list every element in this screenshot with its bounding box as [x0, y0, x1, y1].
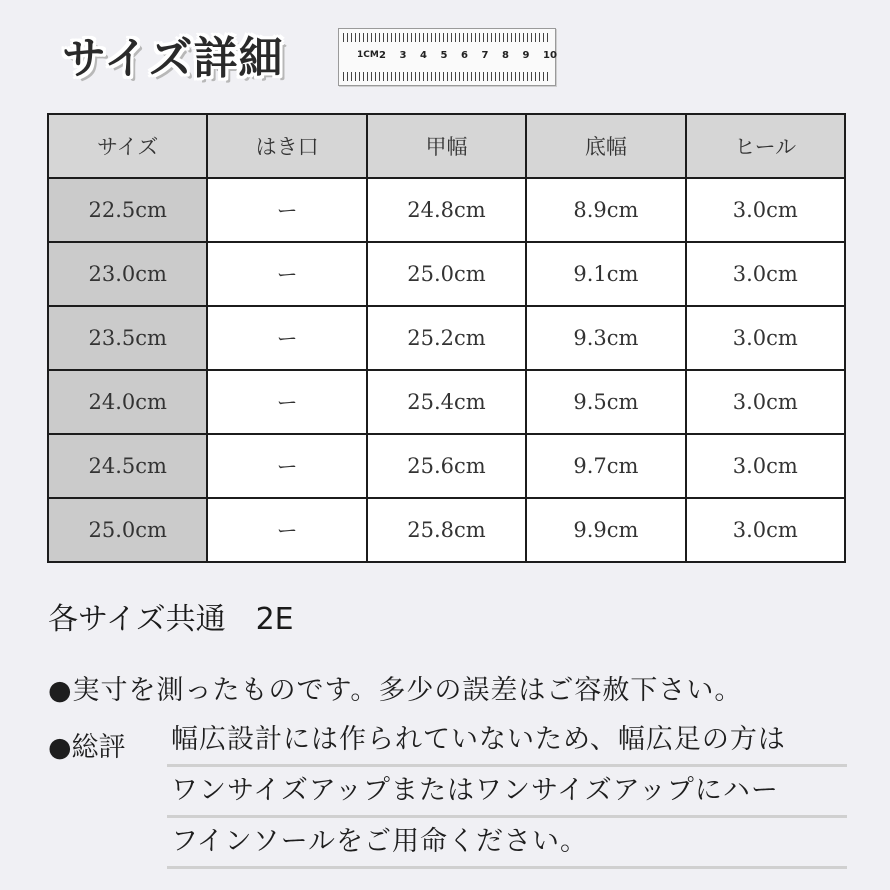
header-size: サイズ [48, 114, 207, 178]
cell-size: 22.5cm [48, 178, 207, 242]
cell-opening: ー [207, 178, 366, 242]
cell-heel: 3.0cm [686, 370, 845, 434]
ruler-icon [338, 28, 556, 86]
cell-opening: ー [207, 498, 366, 562]
ruler-number: 4 [420, 50, 427, 61]
measurement-note: ●実寸を測ったものです。多少の誤差はご容赦下さい。 [48, 675, 743, 706]
ruler-number: 10 [543, 50, 557, 61]
cell-sole-width: 9.9cm [526, 498, 685, 562]
cell-heel: 3.0cm [686, 178, 845, 242]
header-opening: はき口 [207, 114, 366, 178]
table-row [48, 178, 845, 242]
review-line: フインソールをご用命ください。 [167, 820, 847, 869]
header-heel: ヒール [686, 114, 845, 178]
cell-size: 23.0cm [48, 242, 207, 306]
review-label: ●総評 [48, 732, 126, 763]
ruler-number: 6 [461, 50, 468, 61]
cell-sole-width: 8.9cm [526, 178, 685, 242]
review-text [167, 718, 847, 871]
cell-instep-width: 25.8cm [367, 498, 526, 562]
ruler-ticks-bottom [343, 72, 551, 81]
table-row [48, 370, 845, 434]
cell-heel: 3.0cm [686, 306, 845, 370]
table-row [48, 498, 845, 562]
table-row [48, 306, 845, 370]
cell-instep-width: 25.2cm [367, 306, 526, 370]
cell-heel: 3.0cm [686, 242, 845, 306]
ruler-number: 2 [379, 50, 386, 61]
cell-heel: 3.0cm [686, 498, 845, 562]
ruler-ticks-top [343, 33, 551, 42]
header-sole-width: 底幅 [526, 114, 685, 178]
cell-size: 24.0cm [48, 370, 207, 434]
review-line: ワンサイズアップまたはワンサイズアップにハー [167, 769, 847, 818]
ruler-number: 7 [481, 50, 489, 61]
page-title: サイズ詳細 [62, 33, 284, 84]
review-line: 幅広設計には作られていないため、幅広足の方は [167, 718, 847, 767]
cell-heel: 3.0cm [686, 434, 845, 498]
cell-instep-width: 24.8cm [367, 178, 526, 242]
cell-sole-width: 9.7cm [526, 434, 685, 498]
cell-size: 24.5cm [48, 434, 207, 498]
table-row [48, 434, 845, 498]
cell-opening: ー [207, 434, 366, 498]
cell-size: 25.0cm [48, 498, 207, 562]
ruler-number: 5 [440, 50, 448, 61]
table-header-row [48, 114, 845, 178]
cell-sole-width: 9.5cm [526, 370, 685, 434]
ruler-number: 8 [502, 50, 509, 61]
size-table [47, 113, 846, 563]
cell-opening: ー [207, 370, 366, 434]
cell-sole-width: 9.3cm [526, 306, 685, 370]
ruler-number: 9 [522, 50, 530, 61]
header-instep-width: 甲幅 [367, 114, 526, 178]
ruler-number: 3 [399, 50, 407, 61]
cell-size: 23.5cm [48, 306, 207, 370]
cell-instep-width: 25.0cm [367, 242, 526, 306]
common-width-text: 各サイズ共通 2E [48, 602, 294, 637]
cell-opening: ー [207, 306, 366, 370]
cell-sole-width: 9.1cm [526, 242, 685, 306]
table-row [48, 242, 845, 306]
ruler-numbers [357, 50, 564, 61]
cell-instep-width: 25.6cm [367, 434, 526, 498]
ruler-unit: 1CM [357, 50, 379, 60]
cell-opening: ー [207, 242, 366, 306]
cell-instep-width: 25.4cm [367, 370, 526, 434]
